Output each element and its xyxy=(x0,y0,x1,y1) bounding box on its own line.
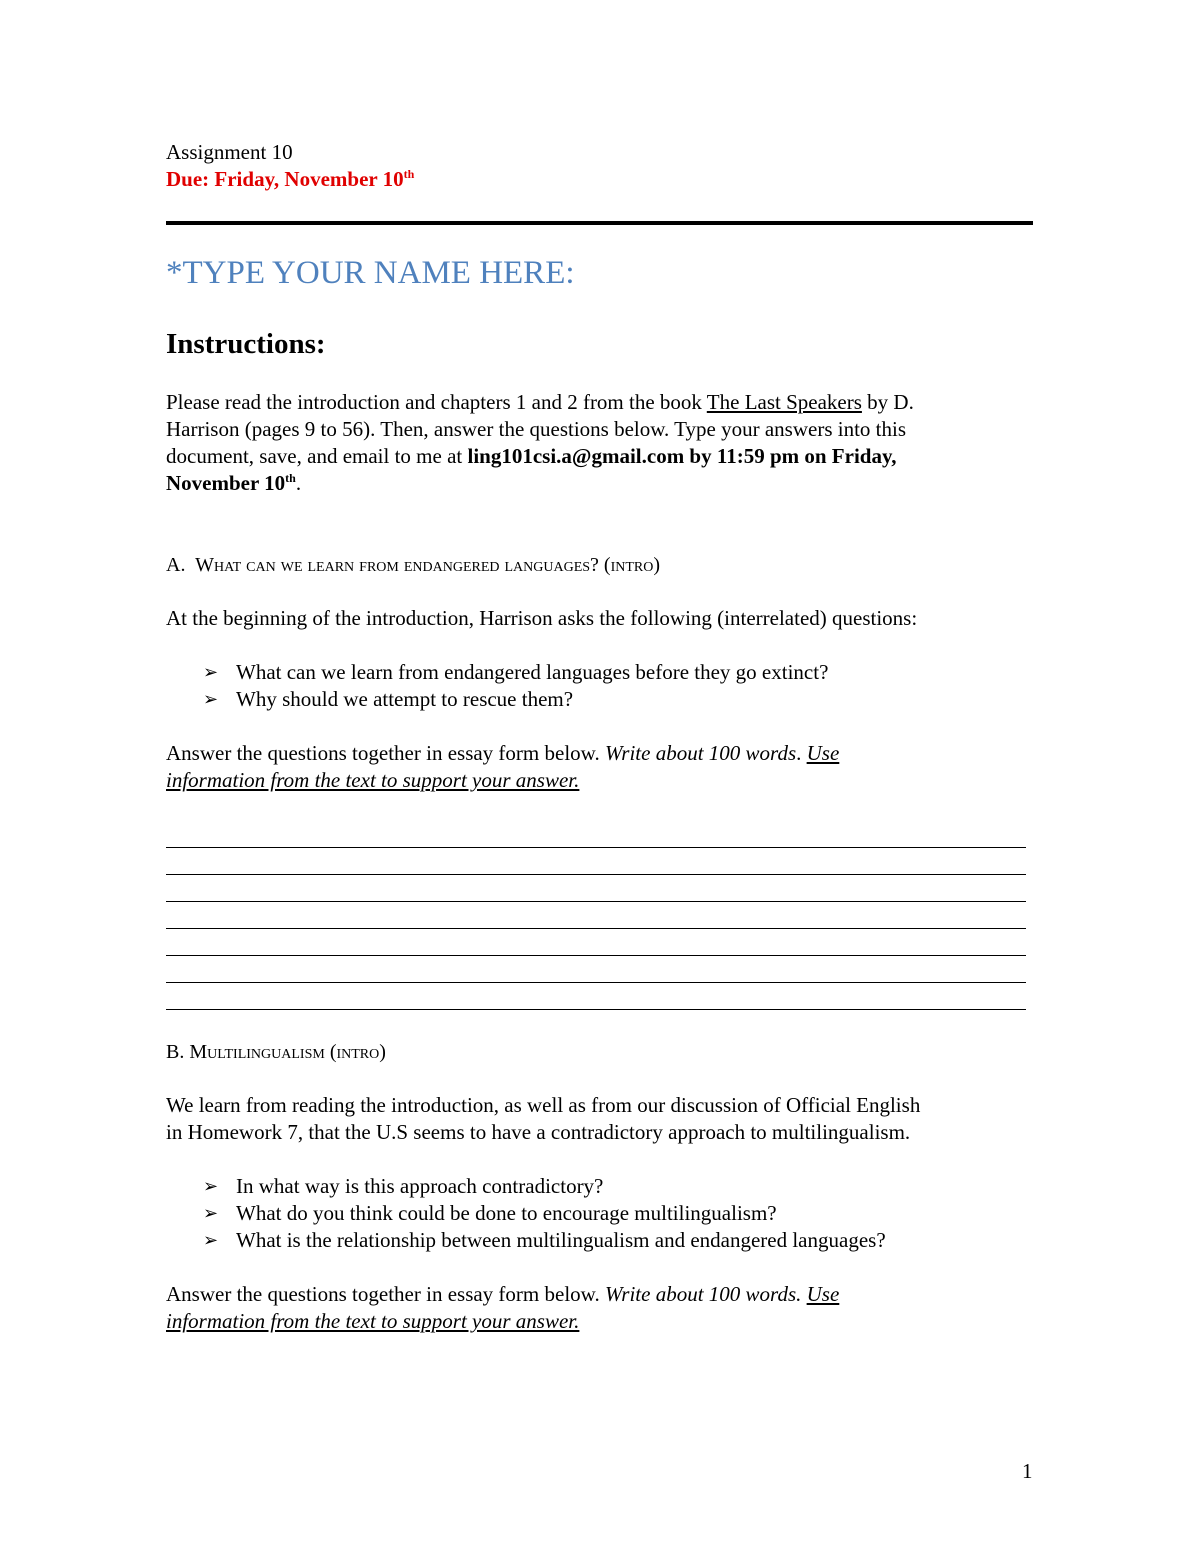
arrowhead-bullet-icon: ➢ xyxy=(203,689,219,710)
section-b-answer-instructions-2: information from the text to support your answer. xyxy=(166,1309,580,1333)
name-field-prompt[interactable]: *TYPE YOUR NAME HERE: xyxy=(166,255,575,291)
book-title: The Last Speakers xyxy=(706,390,862,414)
page-number: 1 xyxy=(1022,1459,1033,1483)
arrowhead-bullet-icon: ➢ xyxy=(203,1230,219,1251)
instructions-heading: Instructions: xyxy=(166,328,326,360)
section-b-answer-instructions: Answer the questions together in essay form below. Write about 100 words. Use xyxy=(166,1282,840,1306)
email-deadline: ling101csi.a@gmail.com by 11:59 pm on Friday, xyxy=(467,444,897,468)
section-b-heading: B. Multilingualism (intro) xyxy=(166,1041,386,1063)
instructions-line-2: Harrison (pages 9 to 56). Then, answer the questions below. Type your answers into this xyxy=(166,417,907,441)
section-a-intro: At the beginning of the introduction, Harrison asks the following (interrelated) questions: xyxy=(166,606,918,630)
section-a-question-1: What can we learn from endangered languages before they go extinct? xyxy=(236,660,829,684)
header-divider xyxy=(166,221,1033,225)
answer-line[interactable] xyxy=(166,1009,1026,1010)
arrowhead-bullet-icon: ➢ xyxy=(203,1203,219,1224)
section-a-heading: A. What can we learn from endangered languages? (intro) xyxy=(166,554,661,576)
assignment-title: Assignment 10 xyxy=(166,140,293,164)
section-b-question-2: What do you think could be done to encourage multilingualism? xyxy=(236,1201,777,1225)
section-a-answer-instructions-2: information from the text to support your answer. xyxy=(166,768,580,792)
instructions-line-4: November 10th. xyxy=(166,471,302,495)
section-a-question-2: Why should we attempt to rescue them? xyxy=(236,687,574,711)
section-b-intro-line-2: in Homework 7, that the U.S seems to have a contradictory approach to multilingualism. xyxy=(166,1120,911,1144)
section-b-intro-line-1: We learn from reading the introduction, as well as from our discussion of Official English xyxy=(166,1093,921,1117)
answer-line[interactable] xyxy=(166,982,1026,983)
section-b-question-3: What is the relationship between multilingualism and endangered languages? xyxy=(236,1228,886,1252)
answer-line[interactable] xyxy=(166,874,1026,875)
arrowhead-bullet-icon: ➢ xyxy=(203,1176,219,1197)
instructions-line-3: document, save, and email to me at ling101csi.a@gmail.com by 11:59 pm on Friday, xyxy=(166,444,897,468)
section-b-question-1: In what way is this approach contradictory? xyxy=(236,1174,604,1198)
answer-line[interactable] xyxy=(166,955,1026,956)
answer-line[interactable] xyxy=(166,901,1026,902)
answer-line[interactable] xyxy=(166,847,1026,848)
answer-line[interactable] xyxy=(166,928,1026,929)
due-date: Due: Friday, November 10th xyxy=(166,167,415,191)
section-a-answer-instructions: Answer the questions together in essay form below. Write about 100 words. Use xyxy=(166,741,840,765)
instructions-line-1: Please read the introduction and chapters 1 and 2 from the book The Last Speakers by D. xyxy=(166,390,914,414)
arrowhead-bullet-icon: ➢ xyxy=(203,662,219,683)
